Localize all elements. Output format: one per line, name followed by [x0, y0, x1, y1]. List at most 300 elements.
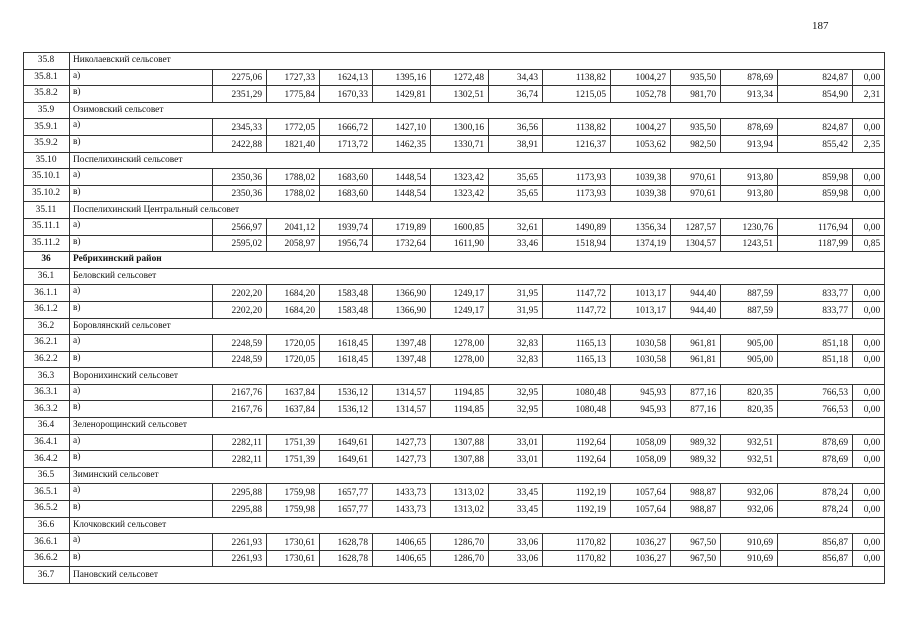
section-name: Ребрихинский район: [70, 252, 885, 269]
row-code: 36.1: [24, 268, 70, 285]
value-cell: 913,80: [721, 169, 778, 186]
value-cell: 1730,61: [267, 534, 320, 551]
value-cell: 1187,99: [778, 235, 853, 252]
value-cell: 1052,78: [611, 86, 671, 103]
value-cell: 32,95: [489, 401, 543, 418]
value-cell: 1406,65: [373, 534, 431, 551]
value-cell: 1278,00: [431, 351, 489, 368]
value-cell: 961,81: [671, 351, 721, 368]
value-cell: 1775,84: [267, 86, 320, 103]
section-name: Николаевский сельсовет: [70, 53, 885, 70]
value-cell: 1013,17: [611, 301, 671, 318]
value-cell: 2167,76: [213, 384, 267, 401]
row-label: а): [70, 384, 213, 401]
value-cell: 1013,17: [611, 285, 671, 302]
table-row: [24, 285, 885, 302]
value-cell: 2345,33: [213, 119, 267, 136]
value-cell: 878,24: [778, 484, 853, 501]
value-cell: 1649,61: [320, 434, 373, 451]
table-row: [24, 235, 885, 252]
value-cell: 1583,48: [320, 301, 373, 318]
value-cell: 944,40: [671, 301, 721, 318]
value-cell: 1684,20: [267, 285, 320, 302]
value-cell: 1939,74: [320, 218, 373, 235]
table-row: [24, 534, 885, 551]
row-code: 36.7: [24, 567, 70, 584]
row-code: 36.5.2: [24, 501, 70, 518]
value-cell: 1314,57: [373, 384, 431, 401]
row-code: 35.9: [24, 102, 70, 119]
row-code: 36.5.1: [24, 484, 70, 501]
value-cell: 32,83: [489, 335, 543, 352]
table-row: [24, 335, 885, 352]
row-code: 36.4.1: [24, 434, 70, 451]
row-code: 36.1.2: [24, 301, 70, 318]
value-cell: 1080,48: [543, 384, 611, 401]
table-row: [24, 550, 885, 567]
value-cell: 887,59: [721, 301, 778, 318]
value-cell: 1286,70: [431, 550, 489, 567]
row-code: 35.10: [24, 152, 70, 169]
value-cell: 1243,51: [721, 235, 778, 252]
section-header-row: [24, 53, 885, 70]
value-cell: 1194,85: [431, 384, 489, 401]
value-cell: 1004,27: [611, 119, 671, 136]
value-cell: 820,35: [721, 401, 778, 418]
row-label: в): [70, 235, 213, 252]
value-cell: 1302,51: [431, 86, 489, 103]
row-code: 35.8.1: [24, 69, 70, 86]
value-cell: 1039,38: [611, 185, 671, 202]
row-code: 36.2.1: [24, 335, 70, 352]
value-cell: 1313,02: [431, 484, 489, 501]
value-cell: 1307,88: [431, 434, 489, 451]
row-code: 35.10.1: [24, 169, 70, 186]
section-header-row: [24, 152, 885, 169]
value-cell: 33,45: [489, 501, 543, 518]
row-code: 35.11.2: [24, 235, 70, 252]
value-cell: 1624,13: [320, 69, 373, 86]
value-cell: 967,50: [671, 550, 721, 567]
value-cell: 1170,82: [543, 534, 611, 551]
value-cell: 2595,02: [213, 235, 267, 252]
value-cell: 910,69: [721, 534, 778, 551]
row-label: а): [70, 534, 213, 551]
value-cell: 932,06: [721, 501, 778, 518]
value-cell: 1433,73: [373, 484, 431, 501]
value-cell: 989,32: [671, 434, 721, 451]
value-cell: 1713,72: [320, 135, 373, 152]
value-cell: 1788,02: [267, 169, 320, 186]
section-header-row: [24, 368, 885, 385]
value-cell: 36,56: [489, 119, 543, 136]
row-code: 36.4: [24, 418, 70, 435]
row-label: в): [70, 550, 213, 567]
row-label: а): [70, 285, 213, 302]
section-name: Боровлянский сельсовет: [70, 318, 885, 335]
table-row: [24, 434, 885, 451]
value-cell: 1751,39: [267, 451, 320, 468]
table-row: [24, 119, 885, 136]
value-cell: 982,50: [671, 135, 721, 152]
row-label: а): [70, 69, 213, 86]
value-cell: 1433,73: [373, 501, 431, 518]
value-cell: 1448,54: [373, 169, 431, 186]
value-cell: 833,77: [778, 301, 853, 318]
value-cell: 1165,13: [543, 335, 611, 352]
value-cell: 0,00: [853, 285, 885, 302]
value-cell: 1657,77: [320, 484, 373, 501]
value-cell: 0,00: [853, 401, 885, 418]
value-cell: 859,98: [778, 185, 853, 202]
value-cell: 33,06: [489, 534, 543, 551]
value-cell: 1730,61: [267, 550, 320, 567]
value-cell: 32,95: [489, 384, 543, 401]
value-cell: 1216,37: [543, 135, 611, 152]
value-cell: 1611,90: [431, 235, 489, 252]
value-cell: 1366,90: [373, 285, 431, 302]
table-row: [24, 351, 885, 368]
value-cell: 1036,27: [611, 534, 671, 551]
value-cell: 766,53: [778, 384, 853, 401]
row-code: 36.3.1: [24, 384, 70, 401]
value-cell: 1366,90: [373, 301, 431, 318]
value-cell: 1314,57: [373, 401, 431, 418]
page-number: 187: [812, 20, 829, 32]
value-cell: 2350,36: [213, 169, 267, 186]
value-cell: 0,00: [853, 169, 885, 186]
section-name: Беловский сельсовет: [70, 268, 885, 285]
value-cell: 1278,00: [431, 335, 489, 352]
row-code: 36.3: [24, 368, 70, 385]
value-cell: 1053,62: [611, 135, 671, 152]
section-name: Пановский сельсовет: [70, 567, 885, 584]
row-label: в): [70, 185, 213, 202]
row-label: а): [70, 434, 213, 451]
value-cell: 878,24: [778, 501, 853, 518]
row-label: в): [70, 401, 213, 418]
value-cell: 1536,12: [320, 384, 373, 401]
value-cell: 32,83: [489, 351, 543, 368]
value-cell: 988,87: [671, 484, 721, 501]
section-header-row: [24, 467, 885, 484]
section-name: Поспелихинский Центральный сельсовет: [70, 202, 885, 219]
value-cell: 1628,78: [320, 534, 373, 551]
value-cell: 1772,05: [267, 119, 320, 136]
section-name: Озимовский сельсовет: [70, 102, 885, 119]
section-header-row: [24, 567, 885, 584]
value-cell: 2058,97: [267, 235, 320, 252]
value-cell: 1637,84: [267, 384, 320, 401]
value-cell: 1397,48: [373, 351, 431, 368]
table-row: [24, 69, 885, 86]
value-cell: 35,65: [489, 185, 543, 202]
value-cell: 2248,59: [213, 351, 267, 368]
row-code: 36.2: [24, 318, 70, 335]
table-row: [24, 86, 885, 103]
value-cell: 945,93: [611, 384, 671, 401]
table-row: [24, 451, 885, 468]
value-cell: 1138,82: [543, 69, 611, 86]
value-cell: 2261,93: [213, 534, 267, 551]
table-row: [24, 185, 885, 202]
value-cell: 1194,85: [431, 401, 489, 418]
value-cell: 2202,20: [213, 301, 267, 318]
value-cell: 0,00: [853, 119, 885, 136]
value-cell: 905,00: [721, 351, 778, 368]
value-cell: 1147,72: [543, 285, 611, 302]
value-cell: 0,00: [853, 550, 885, 567]
value-cell: 1727,33: [267, 69, 320, 86]
value-cell: 932,51: [721, 434, 778, 451]
value-cell: 913,94: [721, 135, 778, 152]
value-cell: 1821,40: [267, 135, 320, 152]
value-cell: 2261,93: [213, 550, 267, 567]
value-cell: 932,06: [721, 484, 778, 501]
value-cell: 1057,64: [611, 501, 671, 518]
value-cell: 1330,71: [431, 135, 489, 152]
value-cell: 2,31: [853, 86, 885, 103]
value-cell: 1448,54: [373, 185, 431, 202]
value-cell: 1215,05: [543, 86, 611, 103]
table-body: [24, 53, 885, 584]
value-cell: 981,70: [671, 86, 721, 103]
value-cell: 1618,45: [320, 335, 373, 352]
value-cell: 766,53: [778, 401, 853, 418]
value-cell: 1427,73: [373, 434, 431, 451]
value-cell: 1300,16: [431, 119, 489, 136]
value-cell: 1057,64: [611, 484, 671, 501]
value-cell: 1080,48: [543, 401, 611, 418]
value-cell: 1657,77: [320, 501, 373, 518]
value-cell: 2167,76: [213, 401, 267, 418]
row-code: 36.6: [24, 517, 70, 534]
value-cell: 932,51: [721, 451, 778, 468]
value-cell: 820,35: [721, 384, 778, 401]
value-cell: 1490,89: [543, 218, 611, 235]
value-cell: 1323,42: [431, 185, 489, 202]
value-cell: 2351,29: [213, 86, 267, 103]
row-code: 36.5: [24, 467, 70, 484]
value-cell: 935,50: [671, 119, 721, 136]
row-code: 35.9.1: [24, 119, 70, 136]
value-cell: 0,00: [853, 218, 885, 235]
value-cell: 2275,06: [213, 69, 267, 86]
value-cell: 1406,65: [373, 550, 431, 567]
value-cell: 1666,72: [320, 119, 373, 136]
value-cell: 0,00: [853, 69, 885, 86]
row-code: 35.8.2: [24, 86, 70, 103]
value-cell: 1427,73: [373, 451, 431, 468]
value-cell: 944,40: [671, 285, 721, 302]
value-cell: 878,69: [778, 451, 853, 468]
value-cell: 1313,02: [431, 501, 489, 518]
value-cell: 1004,27: [611, 69, 671, 86]
value-cell: 1670,33: [320, 86, 373, 103]
value-cell: 1192,19: [543, 484, 611, 501]
value-cell: 32,61: [489, 218, 543, 235]
section-header-row: [24, 517, 885, 534]
value-cell: 2566,97: [213, 218, 267, 235]
value-cell: 0,00: [853, 451, 885, 468]
value-cell: 0,00: [853, 185, 885, 202]
value-cell: 1759,98: [267, 501, 320, 518]
section-header-row: [24, 202, 885, 219]
value-cell: 33,46: [489, 235, 543, 252]
value-cell: 833,77: [778, 285, 853, 302]
value-cell: 0,85: [853, 235, 885, 252]
value-cell: 877,16: [671, 384, 721, 401]
value-cell: 1170,82: [543, 550, 611, 567]
row-code: 36.2.2: [24, 351, 70, 368]
value-cell: 1649,61: [320, 451, 373, 468]
value-cell: 1323,42: [431, 169, 489, 186]
value-cell: 2202,20: [213, 285, 267, 302]
value-cell: 1462,35: [373, 135, 431, 152]
value-cell: 1286,70: [431, 534, 489, 551]
row-label: в): [70, 351, 213, 368]
value-cell: 1374,19: [611, 235, 671, 252]
value-cell: 0,00: [853, 335, 885, 352]
value-cell: 1173,93: [543, 185, 611, 202]
value-cell: 1618,45: [320, 351, 373, 368]
section-header-row: [24, 268, 885, 285]
value-cell: 878,69: [778, 434, 853, 451]
section-name: Зиминский сельсовет: [70, 467, 885, 484]
value-cell: 2041,12: [267, 218, 320, 235]
table-row: [24, 218, 885, 235]
row-label: а): [70, 119, 213, 136]
value-cell: 910,69: [721, 550, 778, 567]
value-cell: 1720,05: [267, 335, 320, 352]
row-label: в): [70, 86, 213, 103]
value-cell: 1518,94: [543, 235, 611, 252]
section-header-row: [24, 418, 885, 435]
value-cell: 1751,39: [267, 434, 320, 451]
row-code: 36.4.2: [24, 451, 70, 468]
section-name: Зеленорощинский сельсовет: [70, 418, 885, 435]
value-cell: 1030,58: [611, 335, 671, 352]
table-row: [24, 301, 885, 318]
value-cell: 31,95: [489, 301, 543, 318]
value-cell: 989,32: [671, 451, 721, 468]
value-cell: 33,45: [489, 484, 543, 501]
section-name: Воронихинский сельсовет: [70, 368, 885, 385]
value-cell: 1173,93: [543, 169, 611, 186]
value-cell: 1637,84: [267, 401, 320, 418]
value-cell: 1058,09: [611, 434, 671, 451]
value-cell: 1058,09: [611, 451, 671, 468]
value-cell: 1395,16: [373, 69, 431, 86]
value-cell: 34,43: [489, 69, 543, 86]
value-cell: 878,69: [721, 119, 778, 136]
value-cell: 38,91: [489, 135, 543, 152]
value-cell: 877,16: [671, 401, 721, 418]
value-cell: 0,00: [853, 301, 885, 318]
value-cell: 33,06: [489, 550, 543, 567]
row-code: 35.10.2: [24, 185, 70, 202]
value-cell: 2248,59: [213, 335, 267, 352]
value-cell: 35,65: [489, 169, 543, 186]
section-header-row: [24, 318, 885, 335]
table-row: [24, 384, 885, 401]
value-cell: 913,34: [721, 86, 778, 103]
row-code: 35.11.1: [24, 218, 70, 235]
value-cell: 1683,60: [320, 169, 373, 186]
value-cell: 0,00: [853, 501, 885, 518]
value-cell: 1427,10: [373, 119, 431, 136]
value-cell: 2350,36: [213, 185, 267, 202]
value-cell: 856,87: [778, 550, 853, 567]
value-cell: 2,35: [853, 135, 885, 152]
value-cell: 970,61: [671, 169, 721, 186]
value-cell: 1719,89: [373, 218, 431, 235]
value-cell: 1138,82: [543, 119, 611, 136]
row-code: 35.11: [24, 202, 70, 219]
value-cell: 913,80: [721, 185, 778, 202]
row-code: 36.6.1: [24, 534, 70, 551]
value-cell: 967,50: [671, 534, 721, 551]
section-name: Поспелихинский сельсовет: [70, 152, 885, 169]
value-cell: 1356,34: [611, 218, 671, 235]
value-cell: 1759,98: [267, 484, 320, 501]
value-cell: 1192,19: [543, 501, 611, 518]
value-cell: 1429,81: [373, 86, 431, 103]
value-cell: 1720,05: [267, 351, 320, 368]
table-row: [24, 501, 885, 518]
row-label: а): [70, 169, 213, 186]
value-cell: 1788,02: [267, 185, 320, 202]
value-cell: 970,61: [671, 185, 721, 202]
value-cell: 935,50: [671, 69, 721, 86]
value-cell: 0,00: [853, 434, 885, 451]
value-cell: 1036,27: [611, 550, 671, 567]
section-header-row: [24, 102, 885, 119]
value-cell: 36,74: [489, 86, 543, 103]
row-label: в): [70, 301, 213, 318]
row-code: 36.6.2: [24, 550, 70, 567]
value-cell: 824,87: [778, 119, 853, 136]
value-cell: 1956,74: [320, 235, 373, 252]
table-row: [24, 169, 885, 186]
value-cell: 33,01: [489, 434, 543, 451]
value-cell: 945,93: [611, 401, 671, 418]
row-code: 36.1.1: [24, 285, 70, 302]
value-cell: 1628,78: [320, 550, 373, 567]
value-cell: 1030,58: [611, 351, 671, 368]
value-cell: 1176,94: [778, 218, 853, 235]
value-cell: 1583,48: [320, 285, 373, 302]
row-label: а): [70, 335, 213, 352]
value-cell: 1683,60: [320, 185, 373, 202]
value-cell: 1249,17: [431, 285, 489, 302]
value-cell: 1147,72: [543, 301, 611, 318]
value-cell: 1192,64: [543, 434, 611, 451]
value-cell: 905,00: [721, 335, 778, 352]
value-cell: 1684,20: [267, 301, 320, 318]
value-cell: 856,87: [778, 534, 853, 551]
table-row: [24, 135, 885, 152]
row-label: в): [70, 135, 213, 152]
row-label: в): [70, 501, 213, 518]
value-cell: 961,81: [671, 335, 721, 352]
section-name: Клочковский сельсовет: [70, 517, 885, 534]
value-cell: 878,69: [721, 69, 778, 86]
value-cell: 33,01: [489, 451, 543, 468]
value-cell: 2282,11: [213, 451, 267, 468]
value-cell: 1039,38: [611, 169, 671, 186]
value-cell: 1249,17: [431, 301, 489, 318]
